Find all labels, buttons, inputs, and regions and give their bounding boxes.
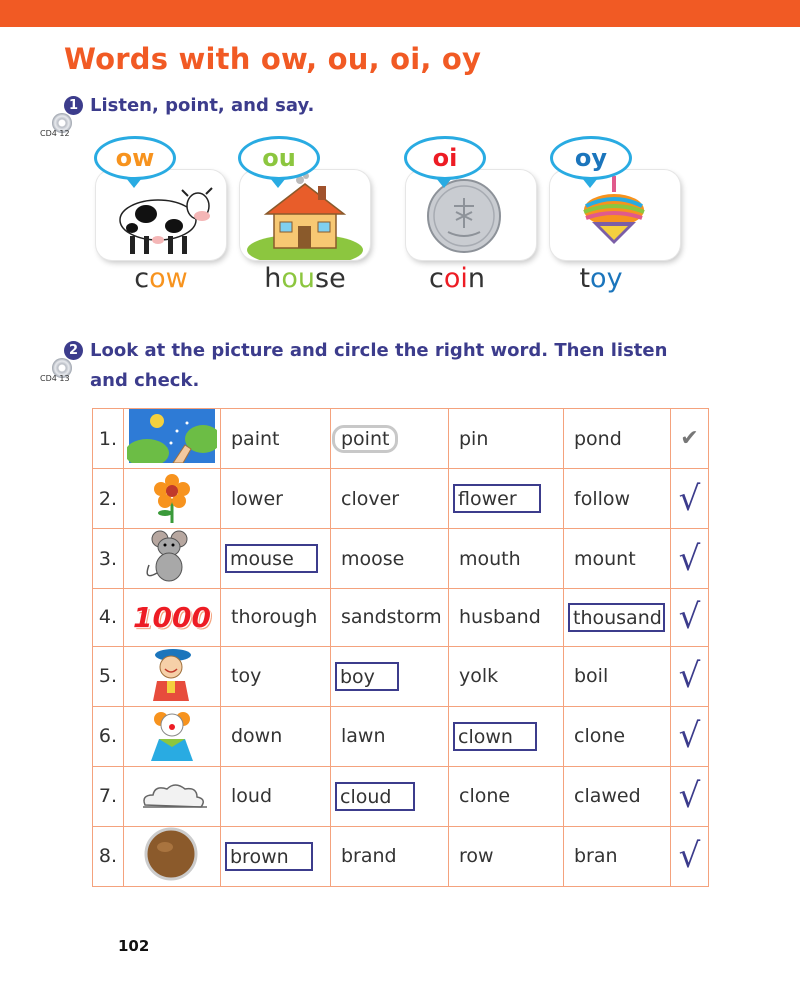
word-option[interactable]: moose [331, 529, 449, 589]
exercise-number-badge: 2 [64, 341, 83, 360]
table-row [93, 529, 709, 589]
instruction-text-line2: and check. [90, 370, 200, 391]
check-icon: √ [678, 478, 701, 519]
check-cell[interactable] [671, 589, 709, 647]
row-picture [124, 826, 221, 886]
row-picture [124, 589, 221, 647]
exercise-table [92, 408, 709, 887]
exercise-number-badge: 1 [64, 96, 83, 115]
bubble-tail [582, 178, 598, 188]
row-number: 6. [93, 706, 124, 766]
bubble-ou [238, 136, 320, 180]
exercise-2-instruction [64, 336, 744, 396]
page-title: Words with ow, ou, oi, oy [64, 42, 482, 76]
row-number: 7. [93, 766, 124, 826]
word-cow [96, 263, 226, 294]
card-house [240, 170, 370, 260]
word-option[interactable]: follow [564, 469, 671, 529]
word-option[interactable]: down [221, 706, 331, 766]
check-icon: √ [678, 538, 701, 579]
check-cell[interactable] [671, 409, 709, 469]
clown-picture [127, 707, 217, 761]
row-number: 8. [93, 826, 124, 886]
word-option[interactable]: pond [564, 409, 671, 469]
bubble-text: oi [432, 144, 458, 172]
word-option-boxed[interactable] [331, 646, 449, 706]
cd-track-label: CD4 13 [40, 374, 70, 383]
house-picture [240, 170, 370, 260]
top-color-bar [0, 0, 800, 27]
table-row [93, 826, 709, 886]
word-option[interactable]: husband [449, 589, 564, 647]
check-cell[interactable] [671, 826, 709, 886]
cd-track-label: CD4 12 [40, 129, 70, 138]
word-option[interactable]: clone [564, 706, 671, 766]
boxed-answer: mouse [225, 544, 318, 573]
row-number: 2. [93, 469, 124, 529]
word-option[interactable]: clawed [564, 766, 671, 826]
word-option-boxed[interactable] [331, 766, 449, 826]
bubble-oi [404, 136, 486, 180]
boxed-answer: cloud [335, 782, 415, 811]
check-cell[interactable] [671, 766, 709, 826]
check-cell[interactable] [671, 469, 709, 529]
word-option[interactable]: sandstorm [331, 589, 449, 647]
word-part: se [315, 263, 346, 294]
word-option[interactable]: row [449, 826, 564, 886]
instruction-text-line1: Look at the picture and circle the right word. Then listen [90, 340, 668, 361]
cloud-picture [127, 767, 217, 821]
number-picture: 1000 [133, 600, 211, 634]
boxed-answer: brown [225, 842, 313, 871]
table-row [93, 766, 709, 826]
word-sound: ou [281, 263, 316, 294]
check-icon: √ [678, 776, 701, 816]
check-icon: √ [678, 836, 701, 876]
spinning-top-picture [550, 170, 680, 260]
card-toy [550, 170, 680, 260]
word-option[interactable]: bran [564, 826, 671, 886]
row-picture [124, 409, 221, 469]
coin-picture [406, 170, 536, 260]
word-option-boxed[interactable] [564, 589, 671, 647]
word-coin [392, 263, 522, 294]
table-row [93, 469, 709, 529]
boxed-answer: thousand [568, 603, 665, 632]
word-option[interactable]: lower [221, 469, 331, 529]
row-picture [124, 766, 221, 826]
bubble-tail [126, 178, 142, 188]
mouse-picture [127, 529, 217, 583]
brown-circle-picture [127, 827, 217, 881]
boy-picture [127, 647, 217, 701]
point-picture [127, 409, 217, 463]
check-cell[interactable] [671, 646, 709, 706]
card-coin [406, 170, 536, 260]
word-part: n [467, 263, 485, 294]
boxed-answer: flower [453, 484, 541, 513]
bubble-tail [270, 178, 286, 188]
check-icon: √ [678, 656, 701, 696]
check-cell[interactable] [671, 529, 709, 589]
word-option[interactable]: mouth [449, 529, 564, 589]
word-option[interactable]: pin [449, 409, 564, 469]
word-option-boxed[interactable] [449, 706, 564, 766]
word-option[interactable]: loud [221, 766, 331, 826]
word-house [240, 263, 370, 294]
boxed-answer: clown [453, 722, 537, 751]
word-option[interactable]: lawn [331, 706, 449, 766]
table-row [93, 589, 709, 647]
word-part: c [134, 263, 150, 294]
row-picture [124, 706, 221, 766]
word-part: h [264, 263, 282, 294]
check-icon: √ [678, 597, 701, 638]
row-number: 4. [93, 589, 124, 647]
word-sound: oy [590, 263, 623, 294]
row-picture [124, 469, 221, 529]
card-cow [96, 170, 226, 260]
word-option[interactable]: toy [221, 646, 331, 706]
row-number: 1. [93, 409, 124, 469]
word-part: t [579, 263, 591, 294]
word-option[interactable]: boil [564, 646, 671, 706]
word-sound: ow [149, 263, 188, 294]
bubble-ow [94, 136, 176, 180]
check-cell[interactable] [671, 706, 709, 766]
word-option[interactable]: yolk [449, 646, 564, 706]
boxed-answer: boy [335, 662, 399, 691]
table-row [93, 409, 709, 469]
flower-picture [127, 469, 217, 523]
word-option-circled[interactable] [331, 409, 449, 469]
word-part: c [428, 263, 444, 294]
bubble-text: ou [262, 144, 296, 172]
row-picture [124, 529, 221, 589]
check-icon: ✔ [680, 426, 699, 451]
circled-answer: point [332, 425, 398, 453]
bubble-text: ow [115, 144, 155, 172]
word-sound: oi [443, 263, 468, 294]
table-row [93, 646, 709, 706]
cow-picture [96, 170, 226, 260]
bubble-text: oy [574, 144, 608, 172]
word-option[interactable]: mount [564, 529, 671, 589]
word-option[interactable]: paint [221, 409, 331, 469]
word-toy [536, 263, 666, 294]
word-option[interactable]: brand [331, 826, 449, 886]
row-number: 3. [93, 529, 124, 589]
table-row [93, 706, 709, 766]
check-icon: √ [678, 716, 701, 756]
bubble-oy [550, 136, 632, 180]
word-option-boxed[interactable] [221, 826, 331, 886]
word-option[interactable]: thorough [221, 589, 331, 647]
row-number: 5. [93, 646, 124, 706]
bubble-tail [436, 178, 452, 188]
row-picture [124, 646, 221, 706]
word-option-boxed[interactable] [221, 529, 331, 589]
word-option-boxed[interactable] [449, 469, 564, 529]
exercise-1-instruction [64, 91, 314, 121]
page-number: 102 [118, 937, 150, 955]
instruction-text: Listen, point, and say. [90, 95, 315, 116]
word-option[interactable]: clover [331, 469, 449, 529]
word-option[interactable]: clone [449, 766, 564, 826]
